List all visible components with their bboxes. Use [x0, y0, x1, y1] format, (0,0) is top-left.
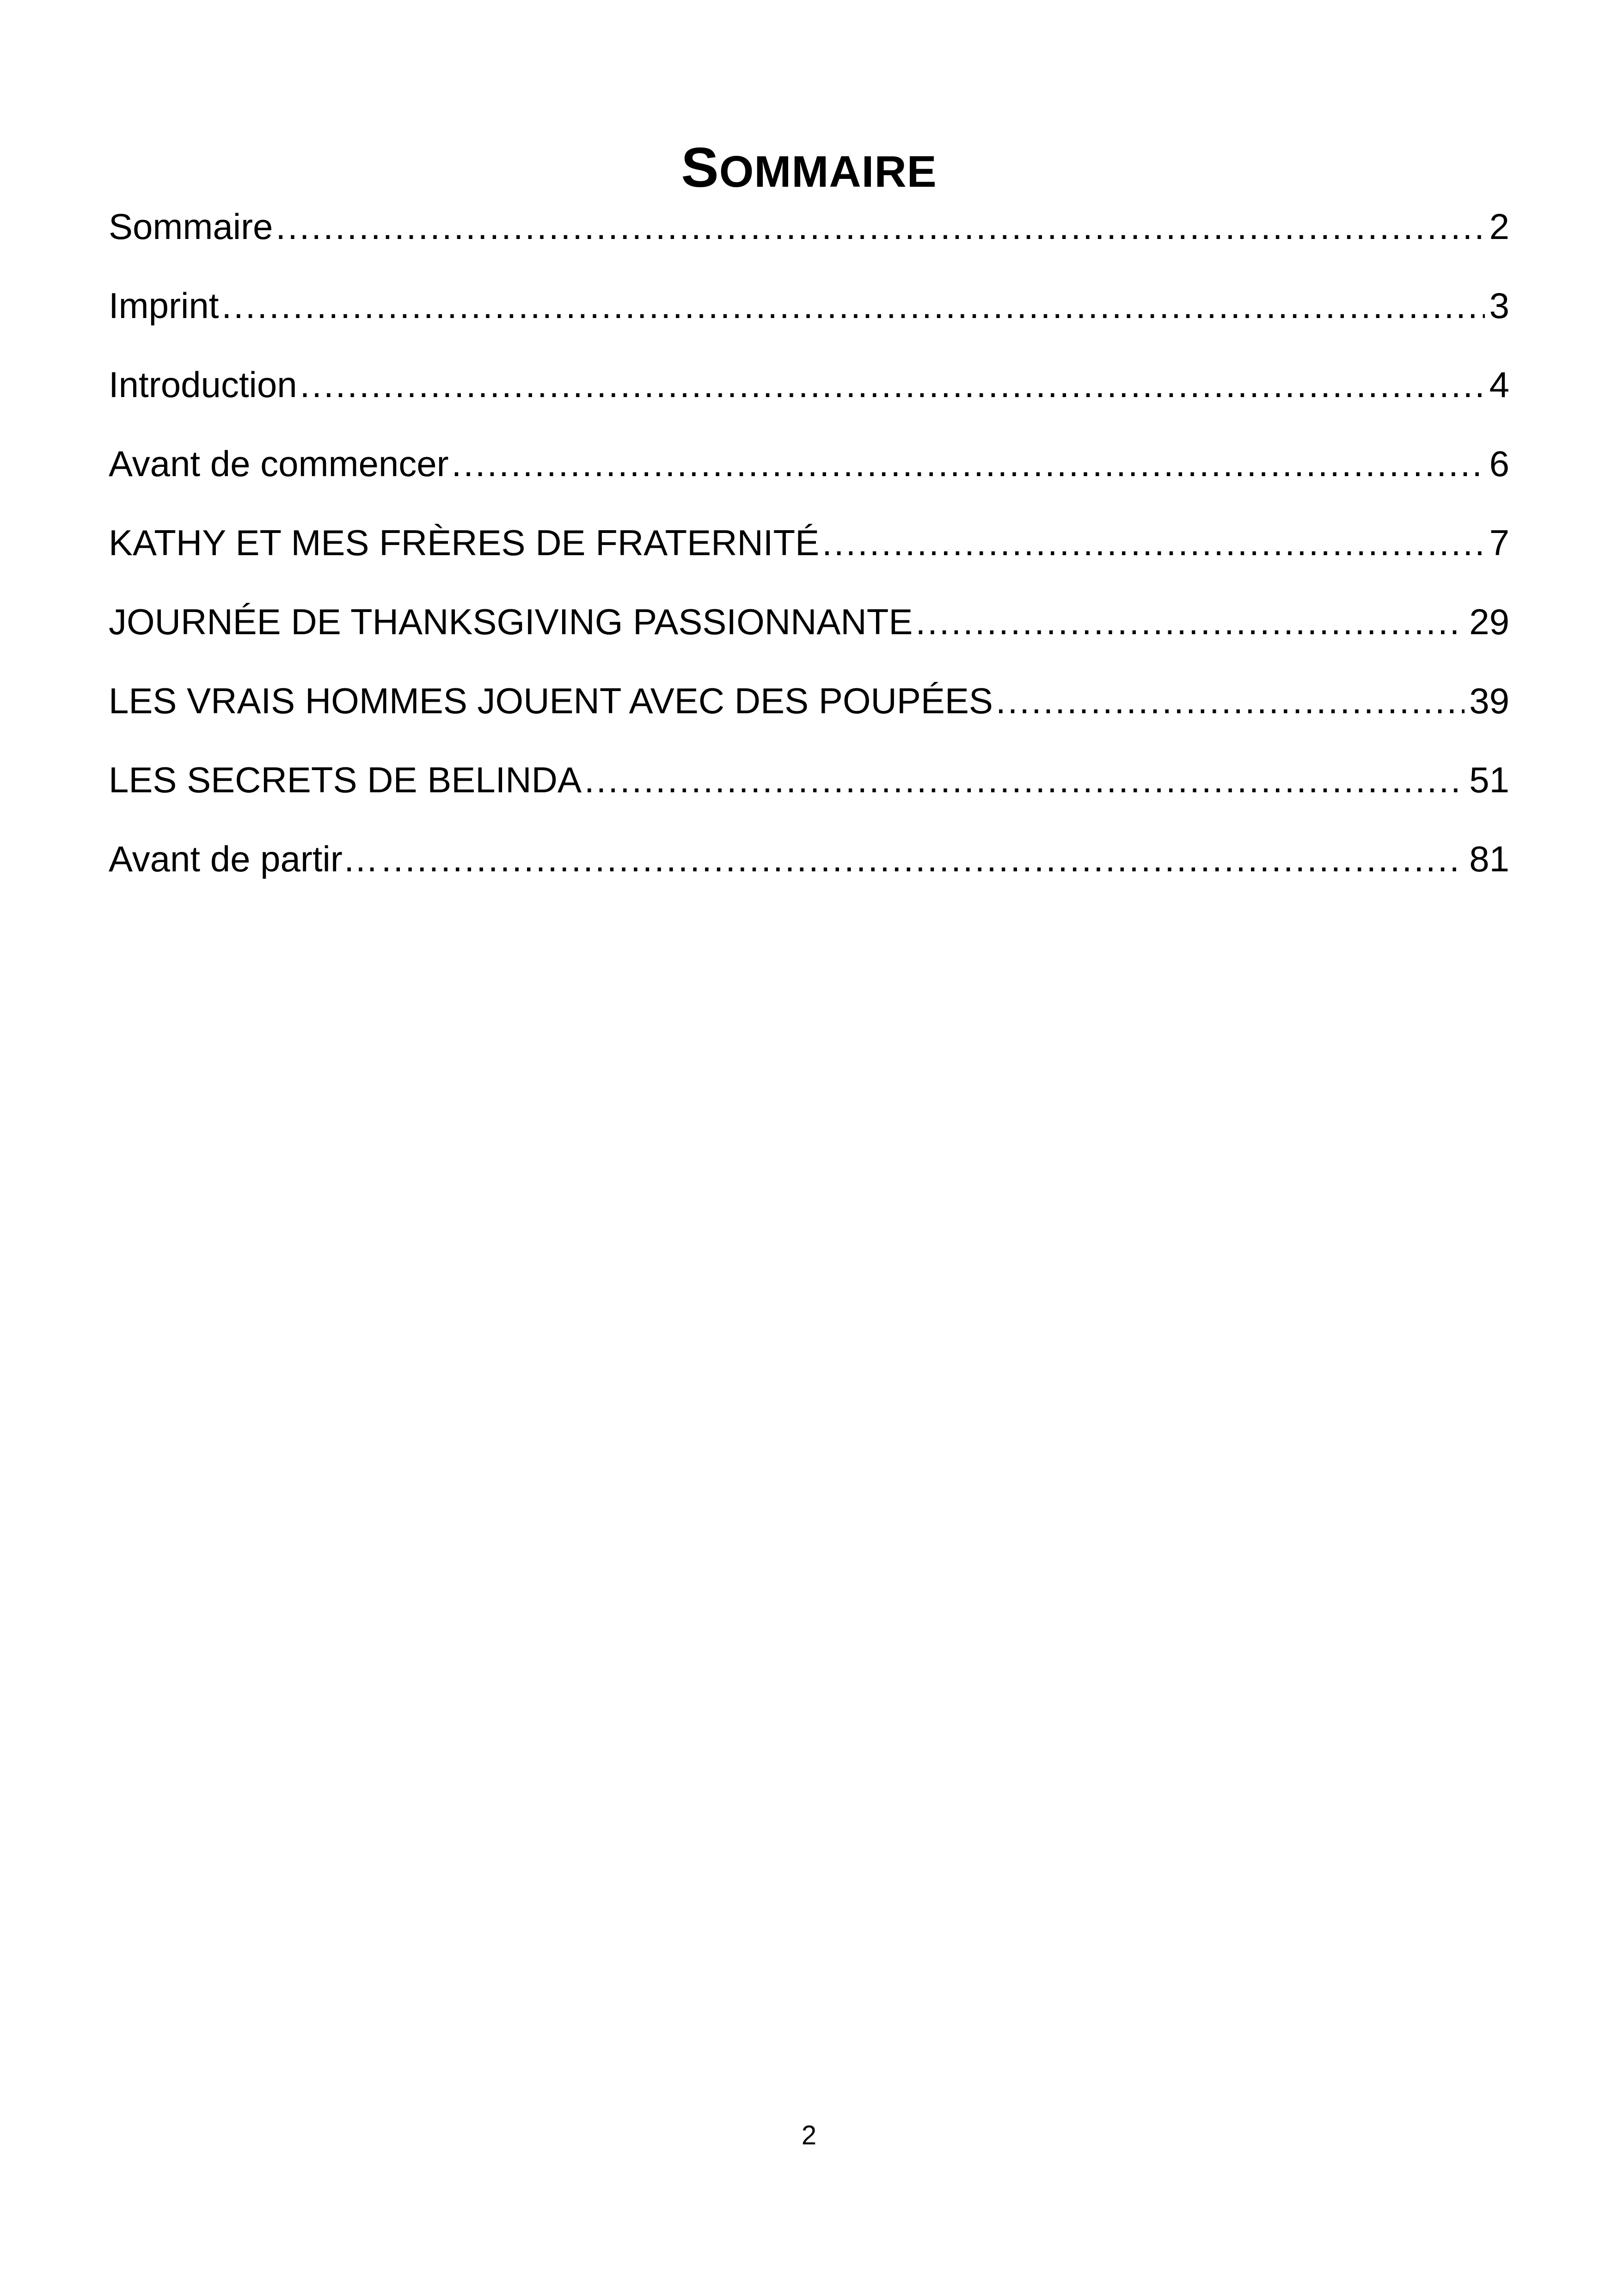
toc-entry[interactable] — [109, 754, 1509, 833]
toc-leader-dots — [996, 675, 1465, 726]
toc-entry-page: 51 — [1469, 759, 1509, 800]
toc-entry-label: LES SECRETS DE BELINDA — [109, 759, 582, 800]
table-of-contents — [109, 201, 1509, 912]
toc-entry[interactable] — [109, 438, 1509, 517]
toc-leader-dots — [300, 359, 1485, 410]
toc-entry-label: Avant de partir… — [109, 839, 379, 879]
page-title — [0, 133, 1618, 207]
page-number: 2 — [801, 2120, 817, 2150]
toc-entry[interactable] — [109, 359, 1509, 438]
toc-entry-page: 6 — [1489, 443, 1509, 484]
toc-entry[interactable] — [109, 833, 1509, 912]
toc-entry-page: 3 — [1489, 285, 1509, 326]
toc-leader-dots — [584, 754, 1465, 805]
toc-leader-dots — [822, 517, 1484, 568]
toc-entry[interactable] — [109, 596, 1509, 675]
toc-entry-label: KATHY ET MES FRÈRES DE FRATERNITÉ — [109, 522, 820, 563]
toc-leader-dots — [276, 201, 1484, 252]
toc-entry-label: Imprint — [109, 285, 219, 326]
toc-leader-dots — [915, 596, 1465, 647]
toc-entry-label: Avant de commencer — [109, 443, 449, 484]
toc-entry-label: LES VRAIS HOMMES JOUENT AVEC DES POUPÉES — [109, 680, 993, 721]
toc-entry-page: 39 — [1469, 680, 1509, 721]
toc-leader-dots — [381, 833, 1465, 884]
toc-entry-page: 29 — [1469, 601, 1509, 642]
toc-entry-page: 4 — [1489, 364, 1509, 405]
toc-entry[interactable] — [109, 201, 1509, 280]
toc-entry-page: 7 — [1489, 522, 1509, 563]
toc-entry[interactable] — [109, 675, 1509, 754]
toc-entry-label: JOURNÉE DE THANKSGIVING PASSIONNANTE — [109, 601, 913, 642]
toc-entry-label: Introduction — [109, 364, 297, 405]
toc-entry-page: 81 — [1469, 839, 1509, 879]
toc-leader-dots — [221, 280, 1484, 331]
toc-entry[interactable] — [109, 280, 1509, 359]
toc-entry-label: Sommaire — [109, 206, 273, 247]
toc-entry-page: 2 — [1489, 206, 1509, 247]
title-initial: S — [681, 135, 719, 199]
toc-entry[interactable] — [109, 517, 1509, 596]
toc-leader-dots — [452, 438, 1485, 489]
title-rest: OMMAIRE — [719, 147, 937, 196]
